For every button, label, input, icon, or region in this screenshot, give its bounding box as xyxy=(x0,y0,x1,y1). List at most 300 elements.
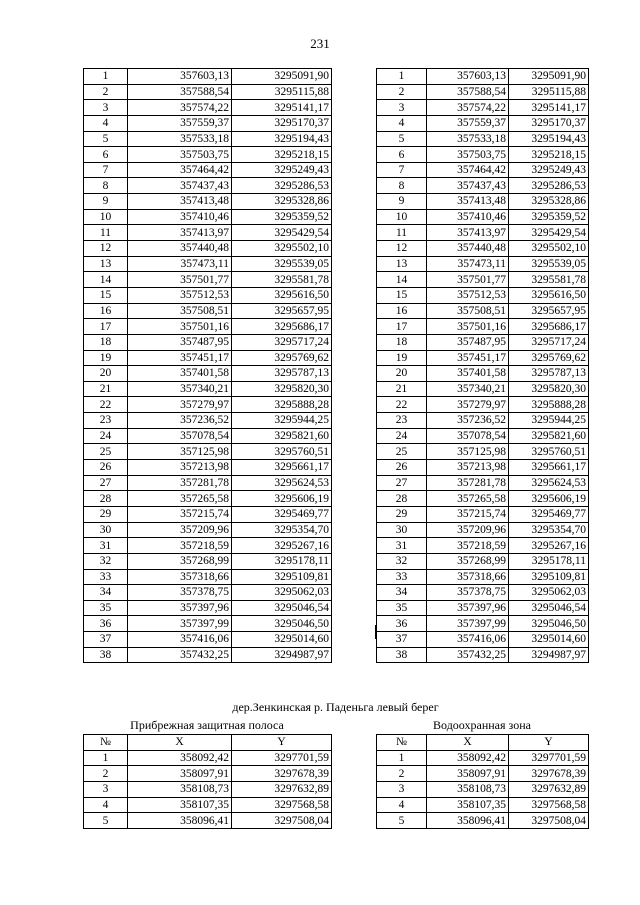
table-row xyxy=(84,272,332,288)
cell-number: 17 xyxy=(377,319,427,335)
table-row xyxy=(377,334,589,350)
table-row xyxy=(377,491,589,507)
cell-number: 12 xyxy=(377,241,427,257)
cell-number: 27 xyxy=(377,475,427,491)
table-row xyxy=(84,750,332,766)
cell-y: 3295502,10 xyxy=(509,241,589,257)
cell-number: 37 xyxy=(377,632,427,648)
table-row xyxy=(84,538,332,554)
cell-number: 21 xyxy=(84,381,128,397)
cell-x: 357501,77 xyxy=(128,272,232,288)
cell-x: 357215,74 xyxy=(128,506,232,522)
cell-y: 3295286,53 xyxy=(232,178,332,194)
table-row xyxy=(377,287,589,303)
cell-y: 3295661,17 xyxy=(509,460,589,476)
cell-x: 357413,97 xyxy=(427,225,509,241)
cell-y: 3295539,05 xyxy=(232,256,332,272)
water-protection-table xyxy=(376,734,589,829)
cell-number: 22 xyxy=(84,397,128,413)
table-row xyxy=(377,585,589,601)
table-row xyxy=(377,303,589,319)
cell-x: 357413,48 xyxy=(427,194,509,210)
cell-number: 36 xyxy=(84,616,128,632)
right-section-title: Водоохранная зона xyxy=(433,718,531,732)
cell-y: 3295178,11 xyxy=(232,553,332,569)
cell-x: 358107,35 xyxy=(427,797,509,813)
cell-x: 357501,16 xyxy=(128,319,232,335)
table-row xyxy=(84,303,332,319)
cell-y: 3297632,89 xyxy=(232,781,332,797)
cell-x: 357268,99 xyxy=(128,553,232,569)
cell-y: 3295046,54 xyxy=(509,600,589,616)
table-row xyxy=(84,209,332,225)
cell-x: 357281,78 xyxy=(128,475,232,491)
table-row xyxy=(84,413,332,429)
cell-x: 357209,96 xyxy=(128,522,232,538)
cell-x: 357213,98 xyxy=(427,460,509,476)
table-row xyxy=(84,84,332,100)
cell-x: 357213,98 xyxy=(128,460,232,476)
table-row xyxy=(84,781,332,797)
cell-x: 357281,78 xyxy=(427,475,509,491)
cell-number: 19 xyxy=(84,350,128,366)
table-row xyxy=(377,100,589,116)
cell-y: 3295821,60 xyxy=(232,428,332,444)
cell-y: 3295624,53 xyxy=(509,475,589,491)
cell-number: 35 xyxy=(84,600,128,616)
table-row xyxy=(84,381,332,397)
cell-x: 357508,51 xyxy=(128,303,232,319)
table-row xyxy=(84,287,332,303)
table-row xyxy=(377,397,589,413)
cell-y: 3295218,15 xyxy=(232,147,332,163)
cell-x: 357401,58 xyxy=(427,366,509,382)
cell-number: 1 xyxy=(84,750,128,766)
cell-number: 2 xyxy=(84,84,128,100)
table-header-row xyxy=(84,735,332,751)
cell-x: 357588,54 xyxy=(128,84,232,100)
table-row xyxy=(84,475,332,491)
cell-number: 36 xyxy=(377,616,427,632)
cell-x: 357440,48 xyxy=(427,241,509,257)
cell-x: 357464,42 xyxy=(427,162,509,178)
shore-protection-table xyxy=(83,734,332,829)
cell-number: 2 xyxy=(377,84,427,100)
header-x: X xyxy=(427,735,509,751)
coordinates-table-right xyxy=(376,68,589,663)
cell-number: 6 xyxy=(84,147,128,163)
table-row xyxy=(377,569,589,585)
cell-y: 3295606,19 xyxy=(232,491,332,507)
cell-x: 357574,22 xyxy=(427,100,509,116)
cell-x: 357440,48 xyxy=(128,241,232,257)
cell-y: 3295429,54 xyxy=(232,225,332,241)
cell-x: 357410,46 xyxy=(427,209,509,225)
table-row xyxy=(377,225,589,241)
cell-x: 357508,51 xyxy=(427,303,509,319)
cell-x: 357437,43 xyxy=(128,178,232,194)
cell-number: 10 xyxy=(377,209,427,225)
cell-x: 357265,58 xyxy=(128,491,232,507)
table-row xyxy=(377,428,589,444)
table-row xyxy=(377,766,589,782)
table-row xyxy=(377,600,589,616)
cell-y: 3295062,03 xyxy=(509,585,589,601)
cell-x: 357559,37 xyxy=(128,115,232,131)
cell-x: 357416,06 xyxy=(128,632,232,648)
cell-number: 38 xyxy=(84,647,128,663)
table-row xyxy=(377,84,589,100)
cell-x: 357533,18 xyxy=(128,131,232,147)
cell-number: 5 xyxy=(377,131,427,147)
cell-x: 357473,11 xyxy=(128,256,232,272)
table-row xyxy=(84,319,332,335)
cell-number: 4 xyxy=(377,797,427,813)
cell-y: 3295014,60 xyxy=(232,632,332,648)
cell-number: 26 xyxy=(84,460,128,476)
cell-x: 357416,06 xyxy=(427,632,509,648)
cell-number: 16 xyxy=(377,303,427,319)
table-row xyxy=(84,397,332,413)
cell-x: 357512,53 xyxy=(427,287,509,303)
table-row xyxy=(377,616,589,632)
table-row xyxy=(84,428,332,444)
cell-x: 357432,25 xyxy=(128,647,232,663)
cell-number: 15 xyxy=(377,287,427,303)
cell-x: 357125,98 xyxy=(427,444,509,460)
table-row xyxy=(84,797,332,813)
table-row xyxy=(84,194,332,210)
cell-number: 31 xyxy=(84,538,128,554)
table-row xyxy=(84,241,332,257)
cell-y: 3295624,53 xyxy=(232,475,332,491)
header-y: Y xyxy=(509,735,589,751)
cell-x: 357378,75 xyxy=(128,585,232,601)
cell-y: 3295821,60 xyxy=(509,428,589,444)
cell-number: 2 xyxy=(377,766,427,782)
table-row xyxy=(84,69,332,85)
cell-y: 3295170,37 xyxy=(232,115,332,131)
cell-number: 6 xyxy=(377,147,427,163)
cell-x: 358097,91 xyxy=(128,766,232,782)
cell-x: 357487,95 xyxy=(128,334,232,350)
cell-y: 3295888,28 xyxy=(509,397,589,413)
cell-x: 357265,58 xyxy=(427,491,509,507)
cell-y: 3295194,43 xyxy=(509,131,589,147)
cell-number: 34 xyxy=(84,585,128,601)
cell-number: 29 xyxy=(84,506,128,522)
cell-number: 11 xyxy=(84,225,128,241)
table-row xyxy=(84,147,332,163)
table-row xyxy=(84,632,332,648)
cell-number: 34 xyxy=(377,585,427,601)
table-row xyxy=(377,813,589,829)
cell-y: 3295661,17 xyxy=(232,460,332,476)
table-row xyxy=(377,319,589,335)
cell-x: 357236,52 xyxy=(427,413,509,429)
table-row xyxy=(377,381,589,397)
cell-x: 357215,74 xyxy=(427,506,509,522)
table-row xyxy=(84,460,332,476)
cell-x: 358096,41 xyxy=(427,813,509,829)
table-row xyxy=(377,131,589,147)
cell-number: 8 xyxy=(377,178,427,194)
cell-y: 3295944,25 xyxy=(232,413,332,429)
table-row xyxy=(377,350,589,366)
table-row xyxy=(84,162,332,178)
cell-x: 357397,99 xyxy=(427,616,509,632)
cell-number: 4 xyxy=(377,115,427,131)
table-row xyxy=(84,506,332,522)
cell-x: 357318,66 xyxy=(427,569,509,585)
cell-number: 15 xyxy=(84,287,128,303)
cell-number: 21 xyxy=(377,381,427,397)
cell-x: 357451,17 xyxy=(427,350,509,366)
table-row xyxy=(84,522,332,538)
cell-x: 357603,13 xyxy=(427,69,509,85)
table-row xyxy=(377,538,589,554)
cell-y: 3295581,78 xyxy=(509,272,589,288)
cell-x: 357501,77 xyxy=(427,272,509,288)
cell-x: 357340,21 xyxy=(427,381,509,397)
cell-y: 3295046,54 xyxy=(232,600,332,616)
cell-number: 3 xyxy=(84,781,128,797)
table-row xyxy=(84,491,332,507)
table-row xyxy=(377,413,589,429)
table-row xyxy=(84,366,332,382)
cell-number: 28 xyxy=(377,491,427,507)
table-row xyxy=(377,460,589,476)
cell-number: 37 xyxy=(84,632,128,648)
table-row xyxy=(377,194,589,210)
cell-number: 23 xyxy=(84,413,128,429)
cell-y: 3295606,19 xyxy=(509,491,589,507)
cell-y: 3295109,81 xyxy=(509,569,589,585)
cell-x: 357410,46 xyxy=(128,209,232,225)
cell-x: 357218,59 xyxy=(427,538,509,554)
cell-y: 3295769,62 xyxy=(509,350,589,366)
cell-y: 3295616,50 xyxy=(509,287,589,303)
cell-y: 3295686,17 xyxy=(232,319,332,335)
cell-x: 357487,95 xyxy=(427,334,509,350)
cell-x: 358108,73 xyxy=(128,781,232,797)
cell-y: 3295046,50 xyxy=(509,616,589,632)
table-row xyxy=(377,797,589,813)
cell-number: 1 xyxy=(377,750,427,766)
cell-y: 3295046,50 xyxy=(232,616,332,632)
header-number: № xyxy=(377,735,427,751)
cell-number: 11 xyxy=(377,225,427,241)
cell-y: 3295359,52 xyxy=(509,209,589,225)
cell-x: 357279,97 xyxy=(427,397,509,413)
cell-number: 13 xyxy=(377,256,427,272)
cell-x: 357603,13 xyxy=(128,69,232,85)
cell-number: 17 xyxy=(84,319,128,335)
cell-y: 3295359,52 xyxy=(232,209,332,225)
table-row xyxy=(377,444,589,460)
cell-y: 3295354,70 xyxy=(232,522,332,538)
cell-y: 3295141,17 xyxy=(509,100,589,116)
table-row xyxy=(84,616,332,632)
cell-x: 358096,41 xyxy=(128,813,232,829)
left-section-title: Прибрежная защитная полоса xyxy=(130,718,284,732)
cell-x: 357464,42 xyxy=(128,162,232,178)
cell-number: 14 xyxy=(377,272,427,288)
cell-number: 7 xyxy=(84,162,128,178)
cell-y: 3295581,78 xyxy=(232,272,332,288)
table-row xyxy=(84,225,332,241)
cell-number: 20 xyxy=(377,366,427,382)
cell-y: 3294987,97 xyxy=(509,647,589,663)
cell-number: 8 xyxy=(84,178,128,194)
cell-y: 3295787,13 xyxy=(232,366,332,382)
cell-y: 3295141,17 xyxy=(232,100,332,116)
header-number: № xyxy=(84,735,128,751)
cell-number: 3 xyxy=(84,100,128,116)
cell-x: 357236,52 xyxy=(128,413,232,429)
cell-number: 35 xyxy=(377,600,427,616)
cell-x: 357451,17 xyxy=(128,350,232,366)
cell-number: 22 xyxy=(377,397,427,413)
cell-y: 3297678,39 xyxy=(232,766,332,782)
cell-x: 357209,96 xyxy=(427,522,509,538)
cell-number: 3 xyxy=(377,100,427,116)
cell-y: 3294987,97 xyxy=(232,647,332,663)
cell-y: 3295328,86 xyxy=(509,194,589,210)
cell-x: 357533,18 xyxy=(427,131,509,147)
cell-y: 3295469,77 xyxy=(509,506,589,522)
cell-x: 357503,75 xyxy=(427,147,509,163)
cell-y: 3295820,30 xyxy=(232,381,332,397)
cell-x: 357218,59 xyxy=(128,538,232,554)
cell-number: 28 xyxy=(84,491,128,507)
cell-y: 3295194,43 xyxy=(232,131,332,147)
cell-number: 9 xyxy=(377,194,427,210)
table-row xyxy=(84,813,332,829)
table-row xyxy=(84,100,332,116)
table-row xyxy=(377,115,589,131)
cell-x: 357574,22 xyxy=(128,100,232,116)
cell-number: 12 xyxy=(84,241,128,257)
header-y: Y xyxy=(232,735,332,751)
cell-number: 32 xyxy=(84,553,128,569)
cell-y: 3295328,86 xyxy=(232,194,332,210)
cell-y: 3295218,15 xyxy=(509,147,589,163)
cell-x: 358092,42 xyxy=(128,750,232,766)
cell-number: 3 xyxy=(377,781,427,797)
cell-y: 3295178,11 xyxy=(509,553,589,569)
cell-x: 357413,97 xyxy=(128,225,232,241)
cell-x: 357432,25 xyxy=(427,647,509,663)
table-row xyxy=(84,647,332,663)
cell-x: 358097,91 xyxy=(427,766,509,782)
cell-y: 3295717,24 xyxy=(232,334,332,350)
cell-x: 357397,99 xyxy=(128,616,232,632)
cell-x: 357503,75 xyxy=(128,147,232,163)
cell-y: 3297632,89 xyxy=(509,781,589,797)
cell-number: 31 xyxy=(377,538,427,554)
cell-number: 13 xyxy=(84,256,128,272)
table-row xyxy=(377,256,589,272)
table-row xyxy=(377,178,589,194)
cell-number: 29 xyxy=(377,506,427,522)
cell-y: 3295170,37 xyxy=(509,115,589,131)
cell-number: 25 xyxy=(84,444,128,460)
cell-x: 357397,96 xyxy=(128,600,232,616)
location-title: дер.Зенкинская р. Паденьга левый берег xyxy=(232,700,439,714)
cell-number: 20 xyxy=(84,366,128,382)
cell-y: 3297508,04 xyxy=(509,813,589,829)
cell-y: 3295539,05 xyxy=(509,256,589,272)
table-row xyxy=(377,750,589,766)
cell-x: 357378,75 xyxy=(427,585,509,601)
cell-x: 357588,54 xyxy=(427,84,509,100)
cell-number: 9 xyxy=(84,194,128,210)
table-row xyxy=(377,162,589,178)
cell-number: 33 xyxy=(84,569,128,585)
cell-number: 10 xyxy=(84,209,128,225)
page-number: 231 xyxy=(310,36,330,51)
cell-number: 16 xyxy=(84,303,128,319)
cell-number: 24 xyxy=(377,428,427,444)
cell-number: 27 xyxy=(84,475,128,491)
cell-number: 2 xyxy=(84,766,128,782)
cell-number: 14 xyxy=(84,272,128,288)
table-row xyxy=(377,522,589,538)
cell-y: 3295686,17 xyxy=(509,319,589,335)
cell-x: 357413,48 xyxy=(128,194,232,210)
table-row xyxy=(84,569,332,585)
table-header-row xyxy=(377,735,589,751)
cell-number: 5 xyxy=(377,813,427,829)
cell-number: 19 xyxy=(377,350,427,366)
table-row xyxy=(84,350,332,366)
cell-y: 3295760,51 xyxy=(509,444,589,460)
cell-y: 3295888,28 xyxy=(232,397,332,413)
table-row xyxy=(84,256,332,272)
table-row xyxy=(84,178,332,194)
cell-y: 3297568,58 xyxy=(232,797,332,813)
cell-x: 357340,21 xyxy=(128,381,232,397)
cell-x: 357279,97 xyxy=(128,397,232,413)
cell-number: 4 xyxy=(84,797,128,813)
cell-y: 3295820,30 xyxy=(509,381,589,397)
cell-number: 5 xyxy=(84,813,128,829)
cell-y: 3295091,90 xyxy=(232,69,332,85)
cell-number: 18 xyxy=(84,334,128,350)
cell-x: 357437,43 xyxy=(427,178,509,194)
table-row xyxy=(377,553,589,569)
cell-number: 1 xyxy=(84,69,128,85)
cell-number: 33 xyxy=(377,569,427,585)
cell-number: 24 xyxy=(84,428,128,444)
cell-x: 357268,99 xyxy=(427,553,509,569)
cell-x: 358108,73 xyxy=(427,781,509,797)
cell-number: 5 xyxy=(84,131,128,147)
cell-y: 3295062,03 xyxy=(232,585,332,601)
cell-y: 3295502,10 xyxy=(232,241,332,257)
table-row xyxy=(84,334,332,350)
header-x: X xyxy=(128,735,232,751)
cell-number: 30 xyxy=(84,522,128,538)
cell-y: 3295657,95 xyxy=(509,303,589,319)
table-row xyxy=(84,766,332,782)
cell-y: 3295429,54 xyxy=(509,225,589,241)
cell-y: 3295657,95 xyxy=(232,303,332,319)
cell-x: 357397,96 xyxy=(427,600,509,616)
coordinates-table-left xyxy=(83,68,332,663)
table-row xyxy=(377,647,589,663)
